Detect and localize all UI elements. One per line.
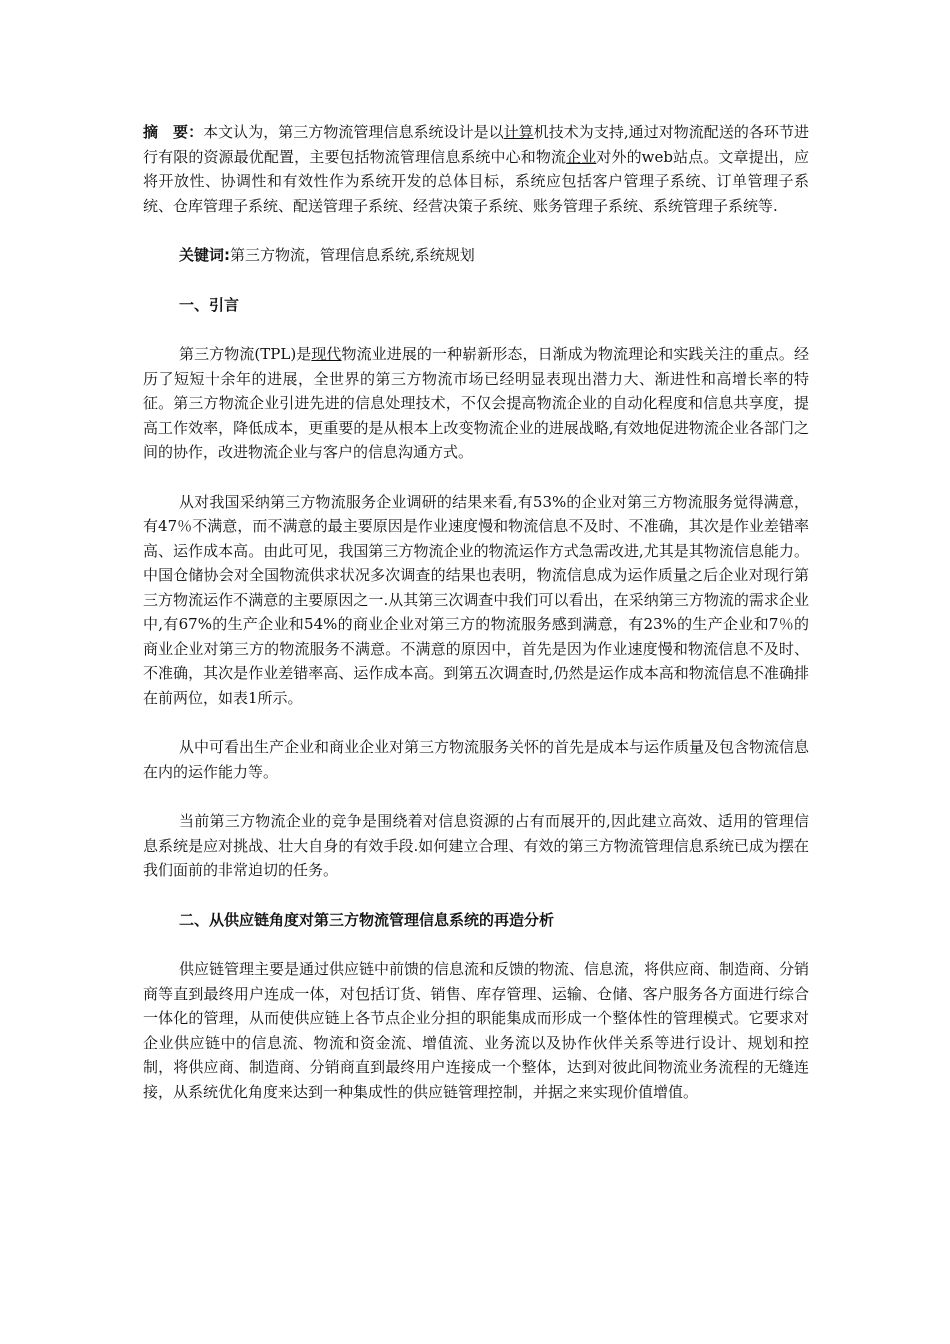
abstract-label: 摘 要： (143, 123, 204, 141)
abstract-paragraph (143, 120, 809, 218)
abstract-text-2: 机技术为支持,通过对物流配送的各环节进行有限的资源最优配置，主要包括物流管理信息系统中心和物流 (143, 123, 809, 166)
intro-p1-text-1: 第三方物流(TPL)是 (179, 345, 312, 363)
keywords-label: 关键词: (179, 246, 230, 264)
section-heading-introduction: 一、引言 (179, 295, 240, 314)
document-page (143, 120, 809, 1104)
intro-link-modern[interactable]: 现代 (311, 345, 342, 363)
abstract-link-computing[interactable]: 计算 (503, 123, 534, 141)
abstract-link-enterprise[interactable]: 企业 (566, 147, 597, 166)
abstract-text-3: 对外的web站点。文章提出，应将开放性、协调性和有效性作为系统开发的总体目标，系统应包括客户管理子系统、订单管理子系统、仓库管理子系统、配送管理子系统、经营决策子系统、账务管理子系统、系统管理子系统等. (143, 147, 809, 215)
intro-paragraph-3: 从中可看出生产企业和商业企业对第三方物流服务关怀的首先是成本与运作质量及包含物流信息在内的运作能力等。 (143, 738, 810, 781)
intro-paragraph-1 (143, 342, 809, 465)
intro-paragraph-2: 从对我国采纳第三方物流服务企业调研的结果来看,有53%的企业对第三方物流服务觉得满意，有47％不满意，而不满意的最主要原因是作业速度慢和物流信息不及时、不准确，其次是作业差错率高、运作成本高。由此可见，我国第三方物流企业的物流运作方式急需改进,尤其是其物流信息能力。中国仓储协会对全国物流供求状况多次调查的结果也表明，物流信息成为运作质量之后企业对现行第三方物流运作不满意的主要原因之一.从其第三次调查中我们可以看出，在采纳第三方物流的需求企业中,有67%的生产企业和54%的商业企业对第三方的物流服务感到满意，有23%的生产企业和7％的商业企业对第三方的物流服务不满意。不满意的原因中，首先是因为作业速度慢和物流信息不及时、不准确，其次是作业差错率高、运作成本高。到第五次调查时,仍然是运作成本高和物流信息不准确排在前两位，如表1所示。 (143, 492, 809, 707)
keywords-paragraph (143, 243, 809, 268)
intro-p1-text-2: 物流业进展的一种崭新形态，日渐成为物流理论和实践关注的重点。经历了短短十余年的进展，全世界的第三方物流市场已经明显表现出潜力大、渐进性和高增长率的特征。第三方物流企业引进先进的信息处理技术，不仅会提高物流企业的自动化程度和信息共享度，提高工作效率，降低成本，更重要的是从根本上改变物流企业的进展战略,有效地促进物流企业各部门之间的协作，改进物流企业与客户的信息沟通方式。 (143, 345, 809, 461)
section-heading-supply-chain: 二、从供应链角度对第三方物流管理信息系统的再造分析 (179, 910, 555, 929)
intro-paragraph-4: 当前第三方物流企业的竞争是围绕着对信息资源的占有而展开的,因此建立高效、适用的管理信息系统是应对挑战、壮大自身的有效手段.如何建立合理、有效的第三方物流管理信息系统已成为摆在我们面前的非常迫切的任务。 (143, 812, 809, 879)
keywords-text: 第三方物流，管理信息系统,系统规划 (230, 246, 475, 264)
supply-chain-paragraph-1: 供应链管理主要是通过供应链中前馈的信息流和反馈的物流、信息流，将供应商、制造商、分销商等直到最终用户连成一体，对包括订货、销售、库存管理、运输、仓储、客户服务各方面进行综合一体化的管理，从而使供应链上各节点企业分担的职能集成而形成一个整体性的管理模式。它要求对企业供应链中的信息流、物流和资金流、增值流、业务流以及协作伙伴关系等进行设计、规划和控制，将供应商、制造商、分销商直到最终用户连接成一个整体，达到对彼此间物流业务流程的无缝连接，从系统优化角度来达到一种集成性的供应链管理控制，并据之来实现价值增值。 (143, 960, 810, 1101)
abstract-text-1: 本文认为，第三方物流管理信息系统设计是以 (203, 123, 504, 141)
